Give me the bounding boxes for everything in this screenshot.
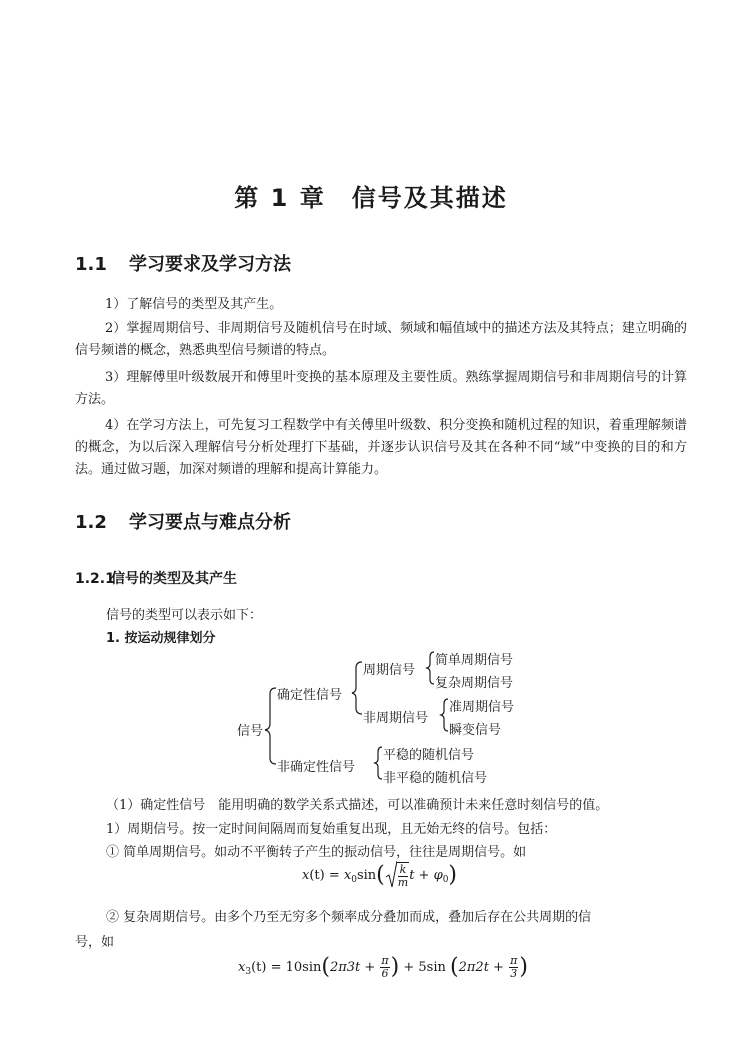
formula-phase-subscript: 0 xyxy=(442,875,449,885)
chapter-title: 第 1 章 信号及其描述 xyxy=(234,184,508,212)
formula-term-2-amp: + 5sin xyxy=(399,960,451,975)
fraction-pi-6 xyxy=(380,955,389,980)
tree-root: 信号 xyxy=(237,724,264,739)
tree-periodic: 周期信号 xyxy=(363,663,416,678)
requirement-item-2: 2）掌握周期信号、非周期信号及随机信号在时域、频域和幅值域中的描述方法及其特点；建立明确的信号频谱的概念，熟悉典型信号频谱的特点。 xyxy=(75,321,687,358)
subsection-title: 信号的类型及其产生 xyxy=(111,571,237,587)
fraction-denominator: 3 xyxy=(510,967,518,980)
formula-amplitude: x xyxy=(343,868,352,883)
right-paren-1: ) xyxy=(390,954,400,980)
brace-periodic xyxy=(427,652,434,684)
requirement-item-4: 4）在学习方法上，可先复习工程数学中有关傅里叶级数、积分变换和随机过程的知识，着重理解频谱的概念，为以后深入理解信号分析处理打下基础，并逐步认识信号及其在各种不同“域”中变换的目的和方法。通过做习题，加深对频谱的理解和提高计算能力。 xyxy=(75,418,687,477)
right-paren: ) xyxy=(448,862,458,888)
left-paren-1: ( xyxy=(321,954,330,980)
section-title: 学习要点与难点分析 xyxy=(129,512,291,533)
complex-periodic-definition-2: 号，如 xyxy=(75,935,115,950)
formula-lhs: x xyxy=(302,868,310,883)
formula-term-2: 2π2t + xyxy=(458,960,509,975)
tree-quasi-periodic: 准周期信号 xyxy=(449,700,515,715)
formula-time-phase: t + φ xyxy=(409,868,443,883)
tree-transient: 瞬变信号 xyxy=(449,723,502,738)
tree-nondeterministic: 非确定性信号 xyxy=(277,760,356,775)
section-number: 1.1 xyxy=(75,254,107,275)
fraction-pi-3 xyxy=(509,955,518,980)
section-title: 学习要求及学习方法 xyxy=(129,254,291,275)
fraction-denominator: 6 xyxy=(381,967,389,980)
periodic-definition: 1）周期信号。按一定时间间隔周而复始重复出现，且无始无终的信号。包括： xyxy=(106,822,557,837)
formula-lhs: x xyxy=(238,960,246,975)
fraction-numerator: π xyxy=(510,954,518,967)
formula-function: sin xyxy=(356,868,377,883)
brace-root xyxy=(265,688,276,764)
intro-line: 信号的类型可以表示如下： xyxy=(106,608,263,623)
fraction-numerator: π xyxy=(381,954,389,967)
brace-deterministic xyxy=(352,662,362,714)
tree-stationary-random: 平稳的随机信号 xyxy=(383,748,475,763)
complex-periodic-definition-1: ② 复杂周期信号。由多个乃至无穷多个频率成分叠加而成，叠加后存在公共周期的信 xyxy=(106,910,592,925)
formula-complex-periodic xyxy=(238,955,528,980)
requirement-item-1: 1）了解信号的类型及其产生。 xyxy=(105,297,283,312)
formula-equals: = xyxy=(324,868,344,883)
left-paren: ( xyxy=(376,862,385,888)
formula-simple-periodic xyxy=(302,862,457,889)
tree-deterministic: 确定性信号 xyxy=(277,688,343,703)
subsection-number: 1.2.1 xyxy=(75,571,115,587)
formula-lhs-subscript: 3 xyxy=(245,967,252,977)
formula-term-1-amp: = 10sin xyxy=(266,960,322,975)
sub-heading: 1. 按运动规律划分 xyxy=(106,631,216,646)
radical-sign xyxy=(385,860,397,890)
fraction-k-m xyxy=(398,864,408,889)
formula-term-1: 2π3t + xyxy=(329,960,380,975)
left-paren-2: ( xyxy=(450,954,459,980)
deterministic-definition: （1）确定性信号 能用明确的数学关系式描述，可以准确预计未来任意时刻信号的值。 xyxy=(106,798,609,813)
formula-amplitude-subscript: 0 xyxy=(351,875,357,885)
requirement-item-3: 3）理解傅里叶级数展开和傅里叶变换的基本原理及主要性质。熟练掌握周期信号和非周期信号的计算方法。 xyxy=(75,370,687,407)
right-paren-2: ) xyxy=(519,954,528,980)
brace-nondeterministic xyxy=(375,747,382,779)
section-number: 1.2 xyxy=(75,512,107,533)
fraction-numerator: k xyxy=(399,863,407,876)
brace-nonperiodic xyxy=(441,699,448,731)
tree-complex-periodic: 复杂周期信号 xyxy=(435,676,514,691)
sqrt xyxy=(385,862,409,889)
fraction-denominator: m xyxy=(397,876,409,889)
formula-arg: (t) xyxy=(251,960,267,975)
formula-arg: (t) xyxy=(309,868,325,883)
tree-nonstationary-random: 非平稳的随机信号 xyxy=(383,771,488,786)
tree-simple-periodic: 简单周期信号 xyxy=(435,653,514,668)
simple-periodic-definition: ① 简单周期信号。如动不平衡转子产生的振动信号，往往是周期信号。如 xyxy=(106,845,527,860)
tree-nonperiodic: 非周期信号 xyxy=(363,711,429,726)
